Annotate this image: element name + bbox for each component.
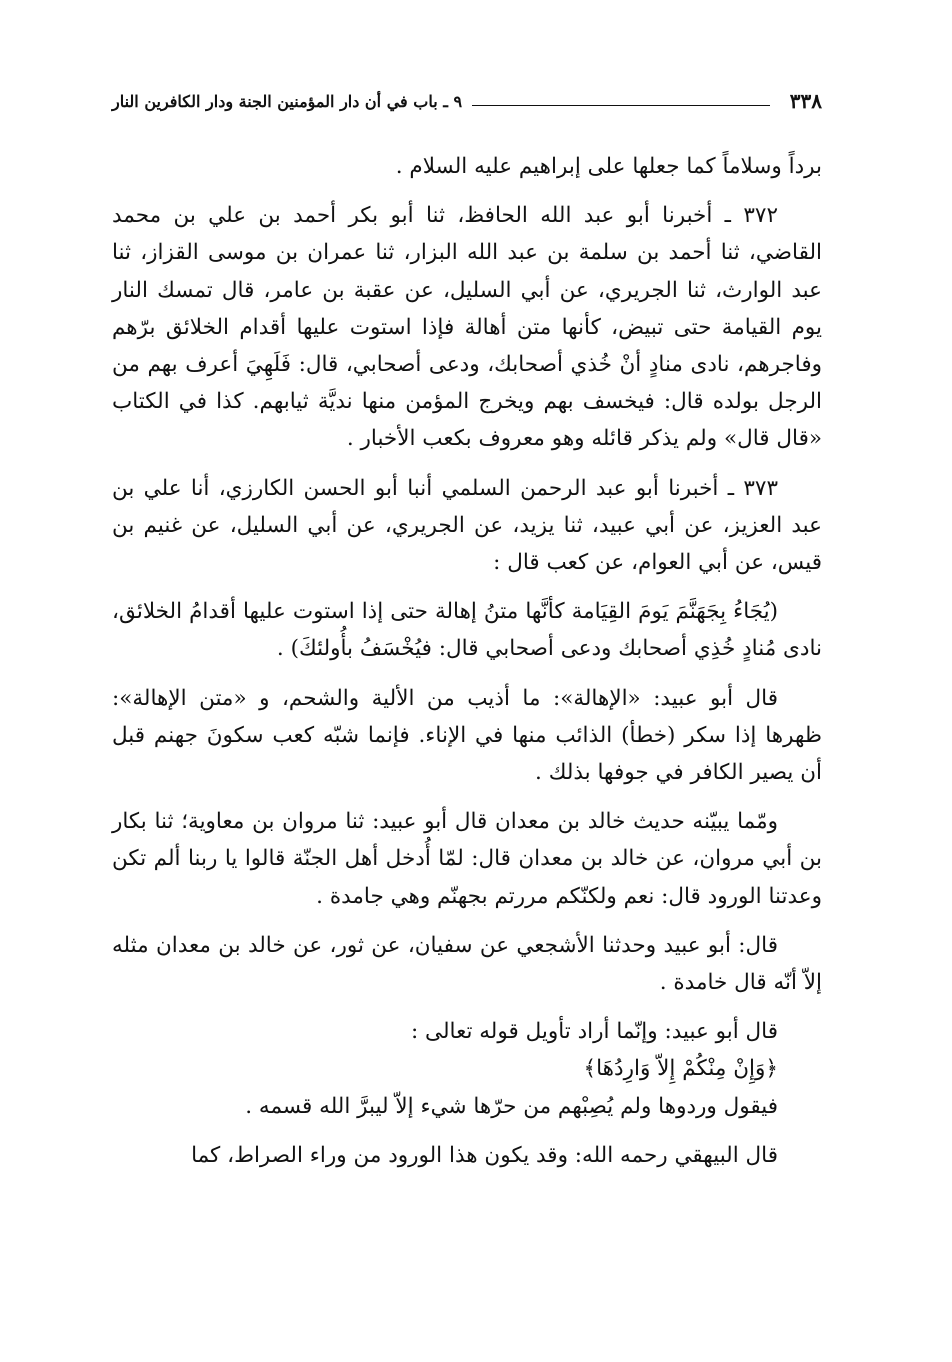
page-body [112, 148, 822, 1174]
chapter-title: ٩ ـ باب في أن دار المؤمنين الجنة ودار الكافرين النار [112, 91, 463, 111]
header-rule [472, 105, 770, 106]
quoted-report: (يُجَاءُ بِجَهَنَّمَ يَومَ القِيَامة كأنَّها متنُ إهالة حتى إذا استوت عليها أقدامُ الخلائق، نادى مُنادٍ خُذِي أصحابك ودعى أصحابي قال: فيُخْسَفُ بأُولئكَ) . [112, 599, 822, 662]
hadith-373: ٣٧٣ ـ أخبرنا أبو عبد الرحمن السلمي أنبا أبو الحسن الكارزي، أنا علي بن عبد العزيز، عن أبي عبيد، ثنا يزيد، عن الجريري، عن أبي السليل، عن غنيم بن قيس، عن أبي العوام، عن كعب قال : [112, 475, 822, 576]
quran-verse: ﴿وَإِنْ مِنْكُمْ إِلاّ وَارِدُهَا﴾ [583, 1056, 778, 1082]
interpretation-conclusion: فيقول وردوها ولم يُصِبْهم من حرّها شيء إلاّ ليبرَّ الله قسمه . [245, 1093, 778, 1119]
abu-ubaid-explanation: قال أبو عبيد: «الإهالة»: ما أذيب من الألية والشحم، و «متن الإهالة»: ظهرها إذا سكر (خطأ) الذائب منها في الإناء. فإنما شبّه كعب سكونَ جهنم قبل أن يصير الكافر في جوفها بذلك . [112, 685, 822, 786]
book-page [112, 84, 822, 1186]
hadith-372: ٣٧٢ ـ أخبرنا أبو عبد الله الحافظ، ثنا أبو بكر أحمد بن علي بن محمد القاضي، ثنا أحمد بن سلمة بن عبد الله البزار، ثنا عمران بن موسى القزاز، ثنا عبد الوارث، ثنا الجريري، عن أبي السليل، عن عقبة بن عامر، قال تمسك النار يوم القيامة حتى تبيض، كأنها متن أهالة فإذا استوت عليها أقدام الخلائق برّهم وفاجرهم، نادى منادٍ أنْ خُذي أصحابك، ودعى أصحابي، قال: فَلَهِيَ أعرف بهم من الرجل بولده قال: فيخسف بهم ويخرج المؤمن منها نديَّة ثيابهم. كذا في الكتاب «قال قال» ولم يذكر قائله وهو معروف بكعب الأخبار . [112, 203, 822, 452]
bayhaqi-comment: قال البيهقي رحمه الله: وقد يكون هذا الورود من وراء الصراط، كما [191, 1142, 778, 1168]
quran-interpretation-block [112, 1013, 822, 1125]
running-header [112, 84, 822, 118]
ashjai-report: قال: أبو عبيد وحدثنا الأشجعي عن سفيان، عن ثور، عن خالد بن معدان مثله إلاّ أنّه قال خامدة . [112, 932, 822, 996]
page-number: ٣٣٨ [789, 89, 822, 113]
khalid-ibn-madan-report: ومّما يبيّنه حديث خالد بن معدان قال أبو عبيد: ثنا مروان بن معاوية؛ ثنا بكار بن أبي مروان، عن خالد بن معدان قال: لمّا أُدخل أهل الجنّة قالوا يا ربنا ألم تكن وعدتنا الورود قال: نعم ولكنّكم مررتم بجهنّم وهي جامدة . [112, 809, 822, 909]
interpretation-intro: قال أبو عبيد: وإنّما أراد تأويل قوله تعالى : [410, 1019, 778, 1045]
paragraph-continuation: برداً وسلاماً كما جعلها على إبراهيم عليه السلام . [395, 154, 822, 179]
